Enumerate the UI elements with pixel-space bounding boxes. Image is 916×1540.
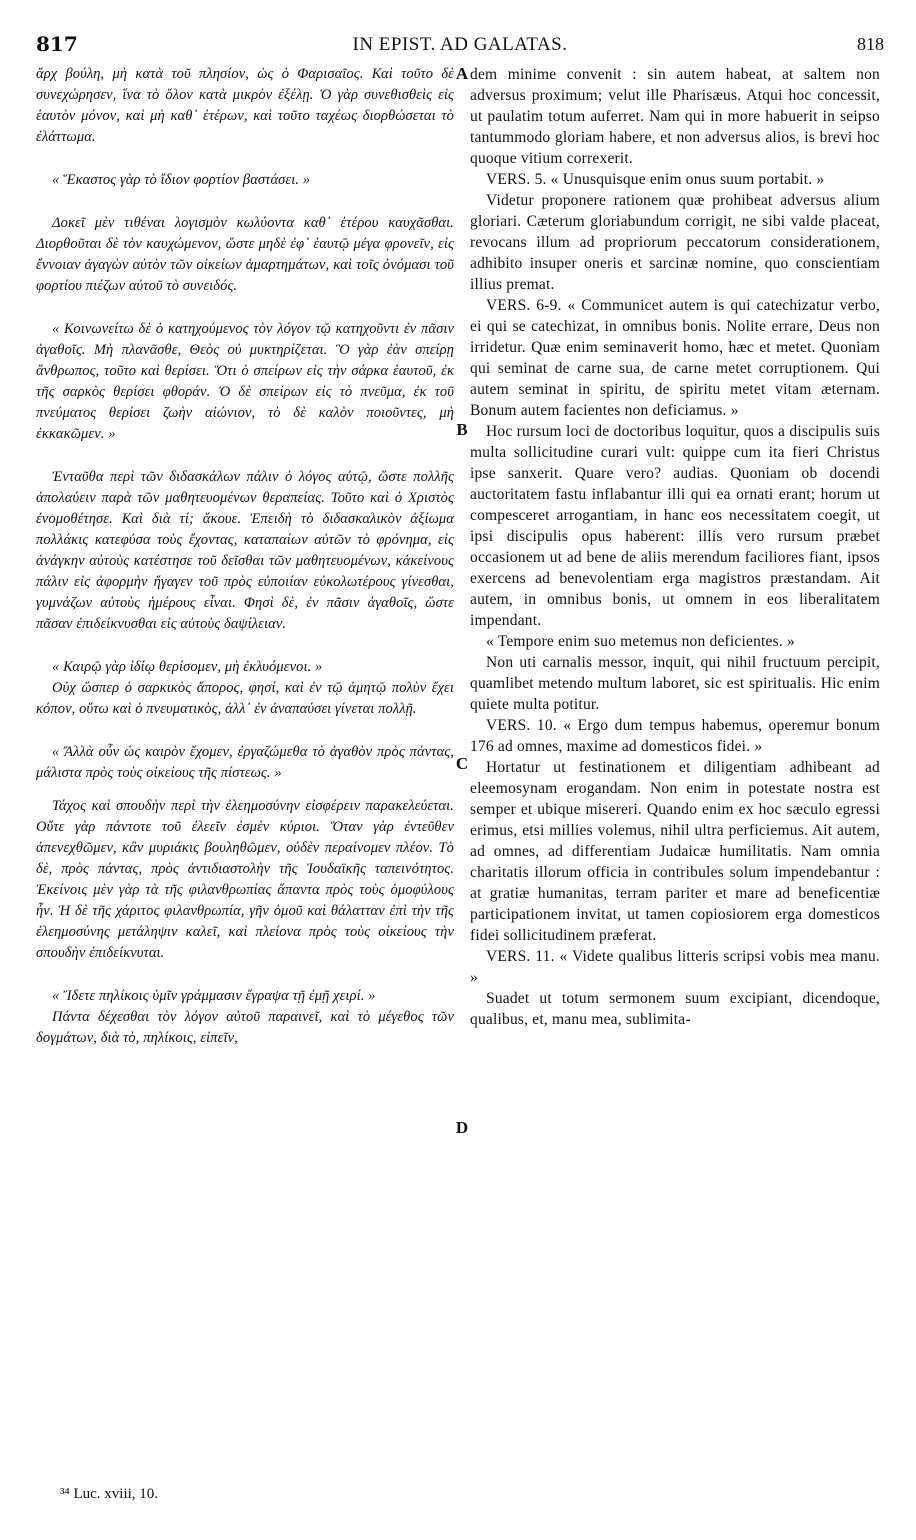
footnote-divider bbox=[36, 1474, 156, 1475]
page-number-left: 817 bbox=[36, 32, 78, 56]
greek-paragraph: Τάχος καὶ σπουδὴν περὶ τὴν ἐλεημοσύνην εἰσφέρειν παρακελεύεται. Οὔτε γὰρ πάντοτε τοῦ ἐλεεῖν ἐσμὲν κύριοι. Ὅταν γὰρ ἐντεῦθεν ἀπενεχθῶμεν, κἂν μυριάκις βουληθῶμεν, οὐδὲν περαίνομεν πλέον. Τὸ δὲ, πρὸς πάντας, πρὸς ἀντιδιαστολὴν τῆς Ἰουδαϊκῆς ταπεινότητος. Ἐκείνοις μὲν γὰρ τὰ τῆς φιλανθρωπίας ἅπαντα πρὸς τοὺς ὁμοφύλους ἦν. Ἡ δὲ τῆς χάριτος φιλανθρωπία, γῆν ὁμοῦ καὶ θάλατταν ἐπὶ τὴν τῆς ἐλεημοσύνης μετάληψιν καλεῖ, καὶ πλείονα πρὸς τοὺς οἰκείους τὴν σπουδὴν ἐπιδείκνυται. bbox=[36, 798, 454, 961]
latin-paragraph: Videtur proponere rationem quæ prohibeat adversus alium gloriari. Cæterum gloriabundum corrigit, ne sibi valde placeat, revocans illum ad propriorum peccatorum considerationem, adhibito insuper oneris et sarcinæ nomine, quo conscientiam illius premat. bbox=[470, 192, 880, 293]
margin-letter-c: C bbox=[455, 754, 469, 773]
latin-column bbox=[470, 64, 880, 1030]
margin-letter-d: D bbox=[455, 1118, 469, 1137]
greek-scripture-quote: « Ἕκαστος γὰρ τὸ ἴδιον φορτίον βαστάσει. » bbox=[52, 172, 311, 188]
greek-paragraph: Δοκεῖ μὲν τιθέναι λογισμὸν κωλύοντα καθ᾽ ἑτέρου καυχᾶσθαι. Διορθοῦται δὲ τὸν καυχώμενον, ὥστε μηδὲ ἐφ᾽ ἑαυτῷ μέγα φρονεῖν, εἰς ἔννοιαν ἀγαγὼν αὐτὸν τῶν οἰκείων ἁμαρτημάτων, καὶ τοῖς ὀνόμασι τοῦ φορτίου πιέζων αὐτοῦ τὸ συνειδός. bbox=[36, 215, 454, 294]
latin-verse-heading: VERS. 10. « Ergo dum tempus habemus, operemur bonum 176 ad omnes, maxime ad domesticos fidei. » bbox=[470, 717, 880, 755]
greek-scripture-quote: « Καιρῷ γὰρ ἰδίῳ θερίσομεν, μὴ ἐκλυόμενοι. » bbox=[52, 659, 323, 675]
margin-letter-b: B bbox=[456, 420, 468, 439]
latin-verse-heading: VERS. 5. « Unusquisque enim onus suum portabit. » bbox=[486, 171, 825, 188]
greek-paragraph: Πάντα δέχεσθαι τὸν λόγον αὐτοῦ παραινεῖ, καὶ τὸ μέγεθος τῶν δογμάτων, διὰ τὸ, πηλίκοις, εἰπεῖν, bbox=[36, 1009, 454, 1046]
greek-scripture-quote: « Ἴδετε πηλίκοις ὑμῖν γράμμασιν ἔγραψα τῇ ἐμῇ χειρί. » bbox=[52, 988, 376, 1004]
latin-paragraph: Non uti carnalis messor, inquit, qui nihil fructuum percipit, quamlibet metendo multum laboret, sic est spiritualis. Hic enim quiete multa potitur. bbox=[470, 654, 880, 713]
greek-paragraph: ἄρχ βούλη, μὴ κατὰ τοῦ πλησίον, ὡς ὁ Φαρισαῖος. Καὶ τοῦτο δὲ συνεχώρησεν, ἵνα τὸ ὅλον κατὰ μικρὸν ἐξέλῃ. Ὁ γὰρ συνεθισθεὶς εἰς ἑαυτὸν μόνον, καὶ μὴ καθ᾽ ἑτέρων, καὶ τοῦτο ταχέως διορθώσεται τὸ ἐλάττωμα. bbox=[36, 66, 454, 145]
latin-paragraph: Suadet ut totum sermonem suum excipiant, dicendoque, qualibus, et, manu mea, sublimita- bbox=[470, 990, 880, 1028]
greek-column bbox=[36, 64, 454, 1049]
greek-paragraph: Οὐχ ὥσπερ ὁ σαρκικὸς ἄπορος, φησί, καὶ ἐν τῷ ἀμητῷ πολὺν ἔχει κόπον, οὕτω καὶ ὁ πνευματικὸς, ἀλλ᾽ ἐν ἀναπαύσει γίνεται πολλῇ. bbox=[36, 680, 454, 717]
greek-scripture-quote: « Κοινωνείτω δὲ ὁ κατηχούμενος τὸν λόγον τῷ κατηχοῦντι ἐν πᾶσιν ἀγαθοῖς. Μὴ πλανᾶσθε, Θεὸς οὐ μυκτηρίζεται. Ὃ γὰρ ἐὰν σπείρῃ ἄνθρωπος, τοῦτο καὶ θερίσει. Ὅτι ὁ σπείρων εἰς τὴν σάρκα ἑαυτοῦ, ἐκ τῆς σαρκὸς θερίσει φθοράν. Ὁ δὲ σπείρων εἰς τὸ πνεῦμα, ἐκ τοῦ πνεύματος θερίσει ζωὴν αἰώνιον, τὸ δὲ καλὸν ποιοῦντες, μὴ ἐκκακῶμεν. » bbox=[36, 321, 454, 442]
latin-verse-heading: VERS. 11. « Videte qualibus litteris scripsi vobis mea manu. » bbox=[470, 948, 880, 986]
latin-paragraph: dem minime convenit : sin autem habeat, at saltem non adversus proximum; velut ille Pharisæus. Atqui hoc concessit, ut paulatim totum auferret. Nam qui in more habuerit in seipso tantummodo gloriam habere, et non adversus alios, is brevi hoc quoque vitium correxerit. bbox=[470, 66, 880, 167]
greek-scripture-quote: « Ἄλλὰ οὖν ὡς καιρὸν ἔχομεν, ἐργαζώμεθα τὸ ἀγαθὸν πρὸς πάντας, μάλιστα πρὸς τοὺς οἰκείους τῆς πίστεως. » bbox=[36, 744, 454, 781]
page-number-right: 818 bbox=[857, 34, 884, 54]
latin-scripture-quote: « Tempore enim suo metemus non deficientes. » bbox=[486, 633, 795, 650]
greek-paragraph: Ἐνταῦθα περὶ τῶν διδασκάλων πάλιν ὁ λόγος αὐτῷ, ὥστε πολλῆς ἀπολαύειν παρὰ τῶν μαθητευομένων θεραπείας. Τοῦτο καὶ ὁ Χριστὸς ἐνομοθέτησε. Καὶ διὰ τί; ἄκουε. Ἐπειδὴ τὸ διδασκαλικὸν ἀξίωμα πολλάκις κατεφύσα τοὺς ἔχοντας, καταπαίων αὐτῶν τὸ φρόνημα, εἰς ἀνάγκην αὐτοὺς κατέστησε τοῦ δεῖσθαι τῶν μαθητευομένων, κἀκείνους πάλιν εἰς ἀφορμὴν ἤγαγεν τοῦ πρὸς εὐποιίαν εὐκολωτέρους γίνεσθαι, γυμνάζων αὐτοὺς ἡμέρους εἶναι. Φησὶ δὲ, ἐν πᾶσιν ἀγαθοῖς, ὥστε πᾶσαν ἐπιδείκνυσθαι εἰς αὐτοὺς δαψίλειαν. bbox=[36, 469, 454, 632]
latin-paragraph: Hortatur ut festinationem et diligentiam adhibeant ad eleemosynam erogandam. Non enim in potestate nostra est semper et ubique misereri. Quando enim ex hoc sæculo egressi erimus, etsi millies volemus, nihil ultra perficiemus. Ait autem, ad omnes, ad differentiam Judaicæ humilitatis. Nam omnia charitatis illorum officia in contribules solum impendebantur : at gratiæ humanitas, terram pariter et mare ad beneficentiæ participationem invitat, ut tamen copiosiorem erga domesticos fidei sollicitudinem præferat. bbox=[470, 759, 880, 944]
footnote: ³⁴ Luc. xviii, 10. bbox=[60, 1486, 159, 1502]
margin-letter-a: A bbox=[455, 64, 469, 83]
latin-paragraph: Hoc rursum loci de doctoribus loquitur, quos a discipulis suis multa sollicitudine curari vult: quippe cum ita fieri Christus ipse sanxerit. Quare vero? audias. Quoniam ob docendi auctoritatem fastu inflabantur illi qui ea ornati erant; horum ut compesceret arrogantiam, in hanc eos necessitatem coegit, ut ipsi discipulis opus haberent: illis vero rursum præbet occasionem ut ad bene de aliis merendum faciliores fiant, ipsos exercens ad benevolentiam erga magistros præstandam. Ait autem, in omnibus bonis, ut omnem in eos liberalitatem impendant. bbox=[470, 423, 880, 629]
running-title: IN EPIST. AD GALATAS. bbox=[352, 34, 568, 55]
latin-verse-heading: VERS. 6-9. « Communicet autem is qui catechizatur verbo, ei qui se catechizat, in omnibus bonis. Nolite errare, Deus non irridetur. Quæ enim seminaverit homo, hæc et metet. Quoniam qui seminat de carne sua, de carne metet corruptionem. Qui autem seminat in spiritu, de spiritu metet vitam æternam. Bonum autem facientes non deficiamus. » bbox=[470, 297, 880, 419]
page-header bbox=[36, 32, 884, 60]
